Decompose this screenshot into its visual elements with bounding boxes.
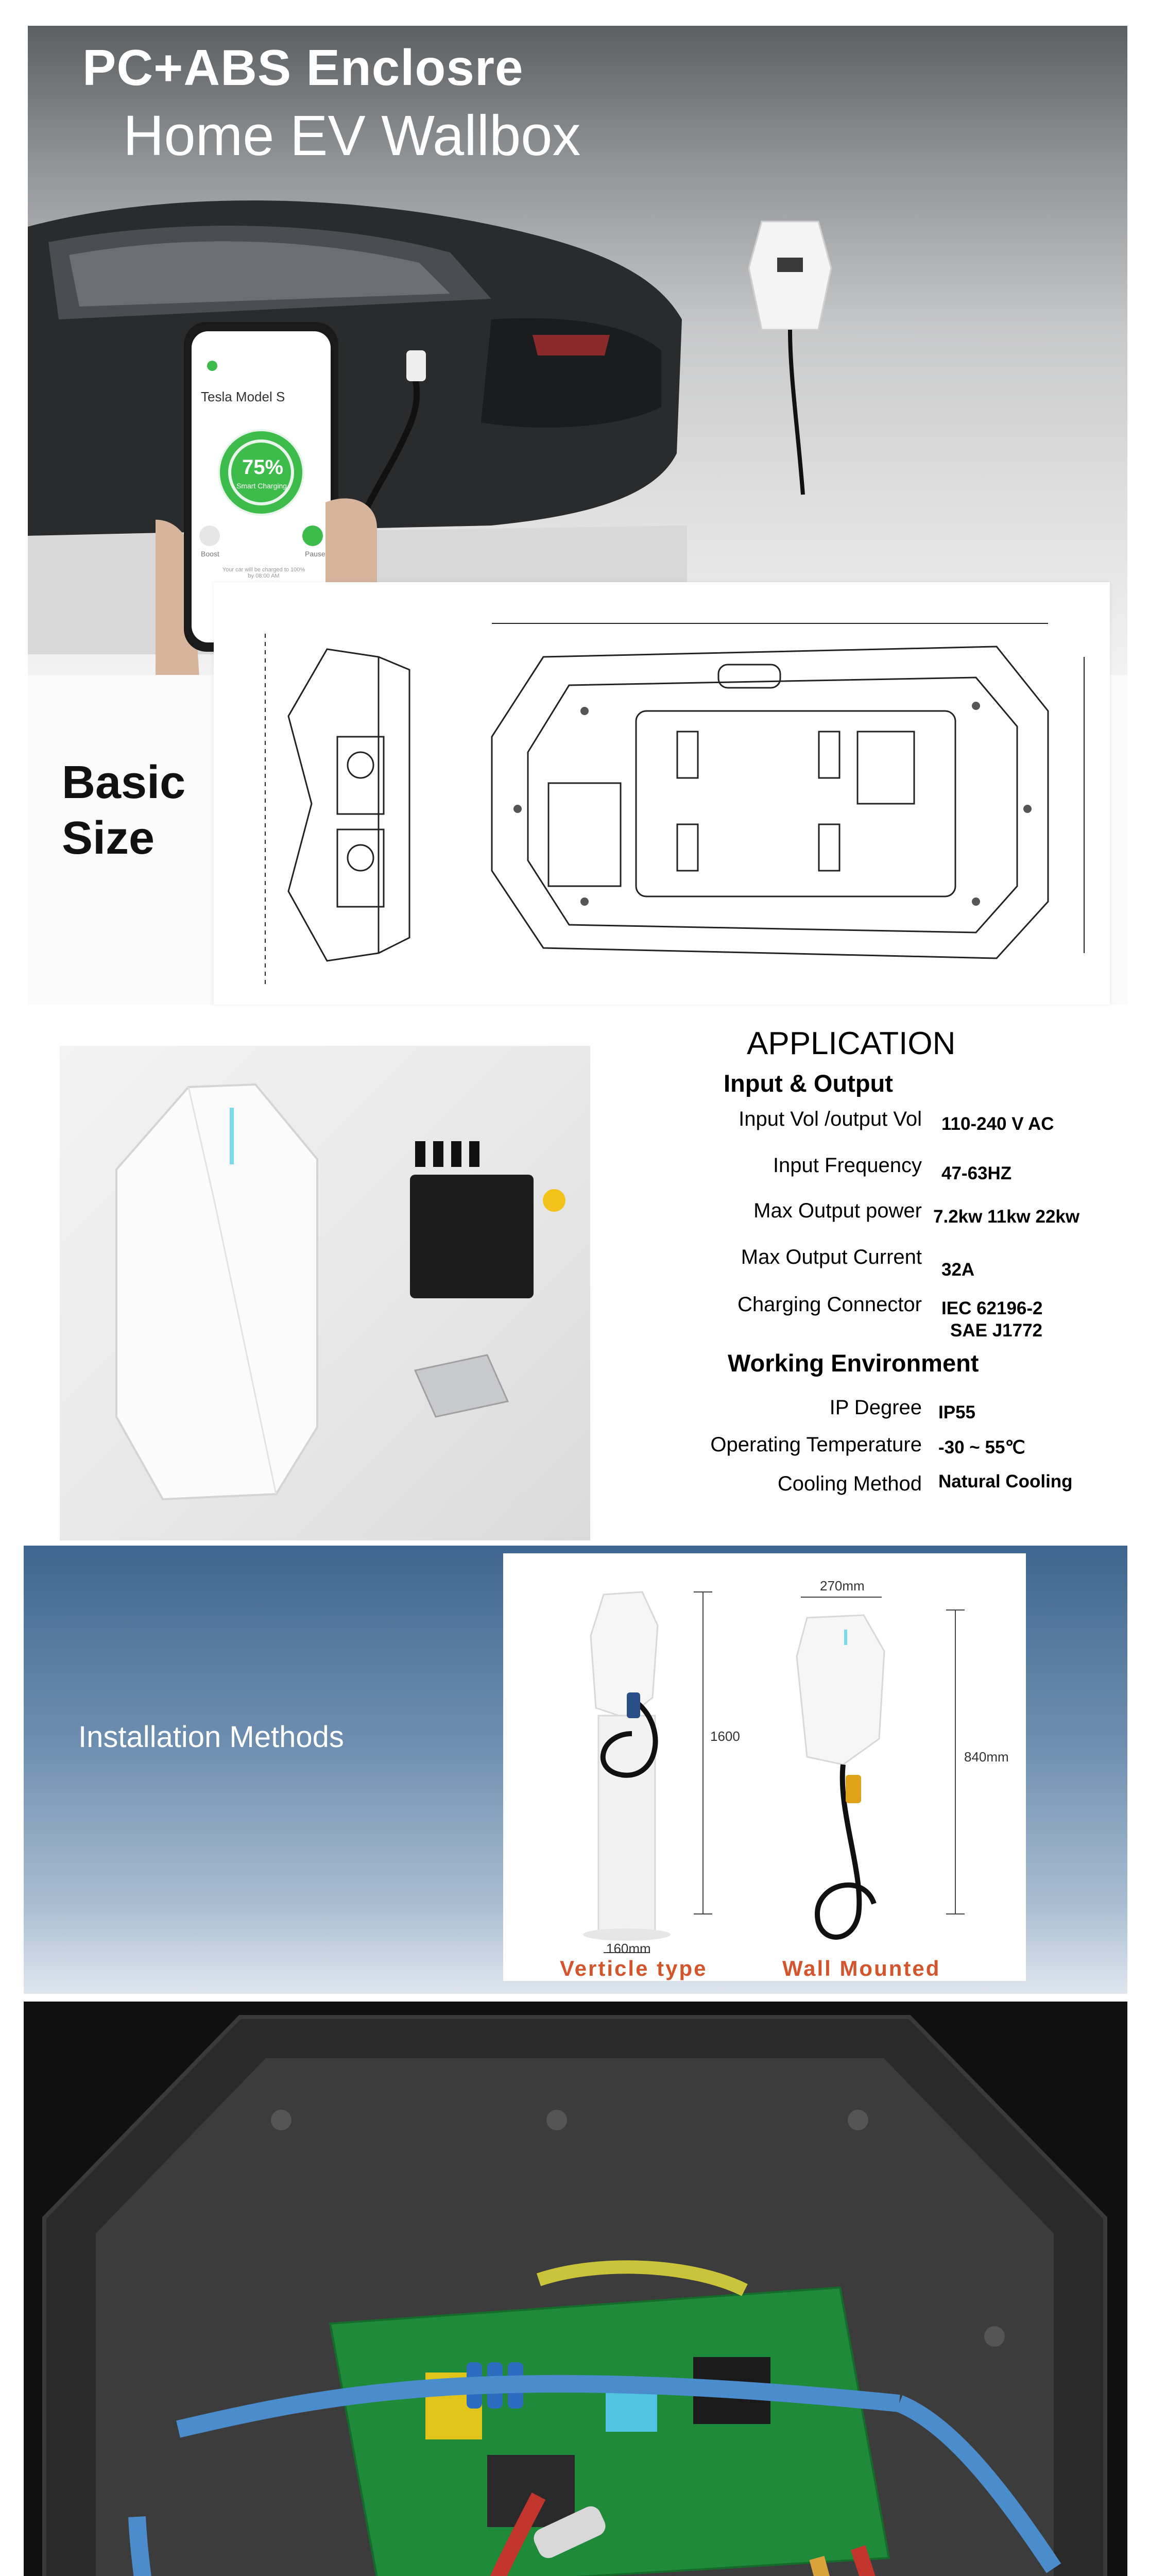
spec-label-operating-temperature: Operating Temperature bbox=[710, 1433, 922, 1456]
dim-vertical-height: 1600 bbox=[710, 1728, 740, 1744]
caption-vertical-type: Verticle type bbox=[560, 1956, 708, 1980]
hero-subtitle: Home EV Wallbox bbox=[123, 104, 581, 167]
phone-status: Smart Charging bbox=[236, 482, 287, 490]
spec-value-input-vol: 110-240 V AC bbox=[941, 1114, 1054, 1134]
spec-label-charging-connector: Charging Connector bbox=[738, 1293, 922, 1316]
hero-title: PC+ABS Enclosre bbox=[82, 39, 524, 96]
phone-pause-button[interactable]: Pause bbox=[305, 550, 325, 558]
spec-value-ip-degree: IP55 bbox=[938, 1402, 975, 1422]
spec-value-operating-temperature: -30 ~ 55℃ bbox=[938, 1437, 1025, 1458]
spec-label-cooling-method: Cooling Method bbox=[777, 1472, 922, 1495]
wallbox-image bbox=[741, 180, 839, 520]
spec-value-cooling-method: Natural Cooling bbox=[938, 1471, 1073, 1492]
input-output-heading: Input & Output bbox=[724, 1070, 893, 1097]
phone-car-name: Tesla Model S bbox=[201, 389, 285, 404]
spec-value-input-frequency: 47-63HZ bbox=[941, 1163, 1012, 1183]
installation-title: Installation Methods bbox=[78, 1720, 344, 1754]
product-photo bbox=[60, 1046, 590, 1540]
phone-footnote: Your car will be charged to 100% by 08:00 AM bbox=[222, 567, 305, 579]
dimension-drawing bbox=[214, 582, 1110, 1005]
spec-label-ip-degree: IP Degree bbox=[829, 1396, 922, 1419]
spec-value-max-output-current: 32A bbox=[941, 1260, 975, 1280]
spec-label-input-frequency: Input Frequency bbox=[773, 1154, 922, 1177]
spec-label-max-output-current: Max Output Current bbox=[741, 1246, 922, 1268]
dim-base-width: 160mm bbox=[606, 1941, 651, 1956]
phone-percent: 75% bbox=[242, 456, 284, 479]
dim-wall-height: 840mm bbox=[964, 1749, 1009, 1765]
spec-label-input-vol: Input Vol /output Vol bbox=[739, 1108, 922, 1130]
basic-size-line1: Basic bbox=[62, 757, 186, 808]
basic-size-line2: Size bbox=[62, 812, 155, 864]
spec-value-max-output-power: 7.2kw 11kw 22kw bbox=[933, 1207, 1080, 1227]
basic-size-heading bbox=[62, 755, 185, 866]
spec-label-max-output-power: Max Output power bbox=[753, 1199, 922, 1222]
application-title: APPLICATION bbox=[747, 1026, 956, 1061]
hero-banner bbox=[28, 26, 1127, 675]
spec-value-charging-connector: IEC 62196-2 bbox=[941, 1298, 1043, 1318]
spec-value-charging-connector-2: SAE J1772 bbox=[950, 1320, 1043, 1341]
caption-wall-mounted: Wall Mounted bbox=[782, 1956, 941, 1980]
installation-card bbox=[503, 1553, 1026, 1981]
working-environment-heading: Working Environment bbox=[728, 1349, 979, 1377]
internal-pcb-photo bbox=[24, 2002, 1127, 2576]
phone-boost-button[interactable]: Boost bbox=[201, 550, 219, 558]
dim-wall-width: 270mm bbox=[820, 1578, 865, 1594]
